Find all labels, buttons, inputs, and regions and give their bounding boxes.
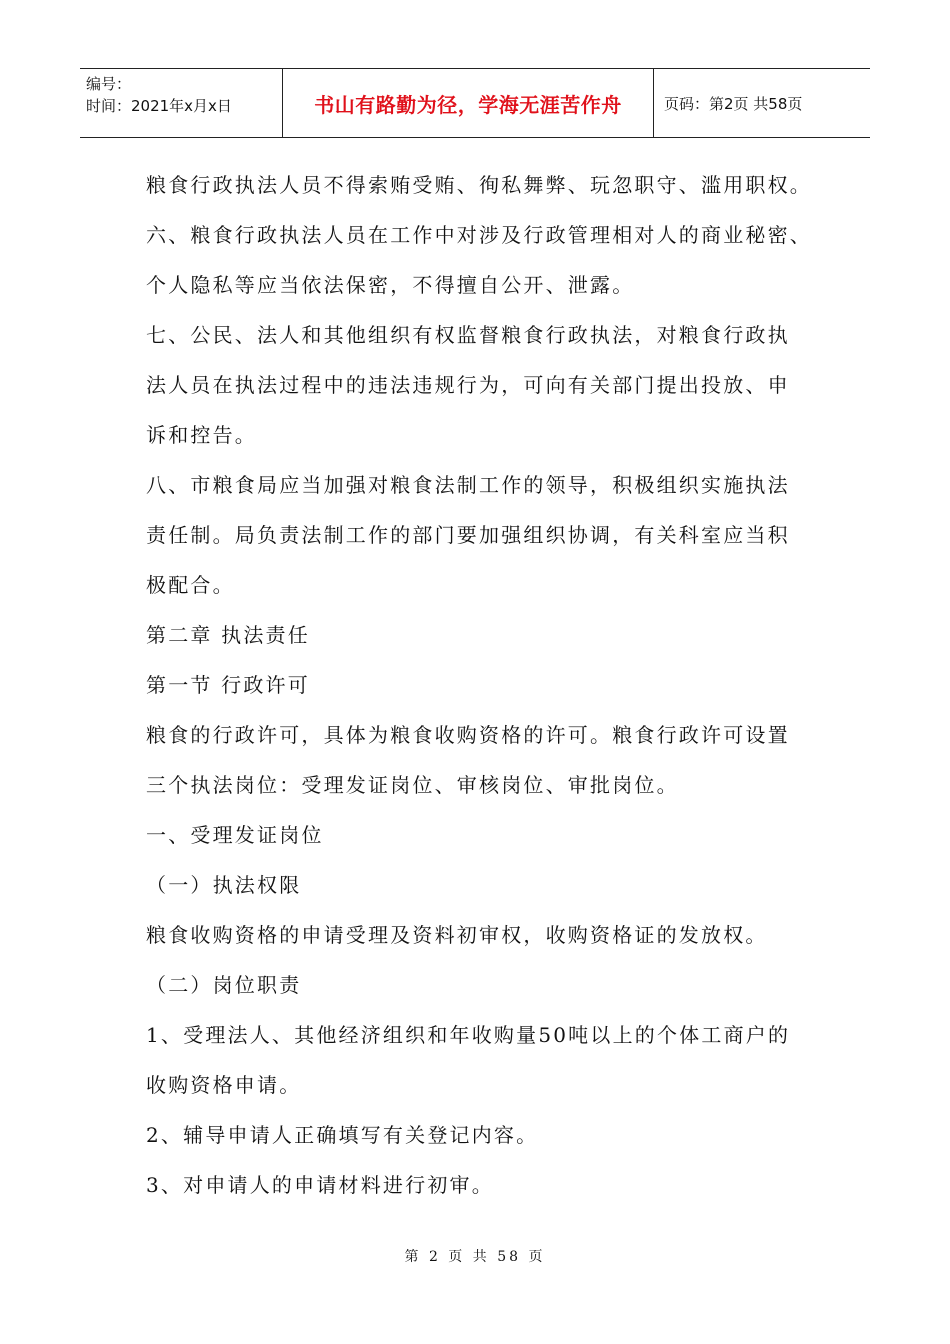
page-footer: 第 2 页 共 58 页	[404, 1249, 546, 1265]
header-page-info: 页码：第2页 共58页	[664, 94, 803, 113]
document-body	[146, 165, 826, 1215]
header-meta	[80, 69, 282, 137]
body-line: 第一节 行政许可	[146, 673, 310, 697]
body-line: 一、受理发证岗位	[146, 823, 324, 847]
document-code-label: 编号：	[86, 75, 132, 93]
body-line: 3、对申请人的申请材料进行初审。	[146, 1173, 494, 1197]
body-line: 法人员在执法过程中的违法违规行为，可向有关部门提出投放、申	[146, 373, 790, 397]
document-date: 时间：2021年x月x日	[86, 97, 232, 115]
body-line: （一）执法权限	[146, 873, 302, 897]
body-line: （二）岗位职责	[146, 973, 302, 997]
body-line: 七、公民、法人和其他组织有权监督粮食行政执法，对粮食行政执	[146, 323, 790, 347]
body-line: 诉和控告。	[146, 423, 257, 447]
page-header	[80, 68, 870, 138]
body-line: 收购资格申请。	[146, 1073, 302, 1097]
body-line: 责任制。局负责法制工作的部门要加强组织协调，有关科室应当积	[146, 523, 790, 547]
body-line: 三个执法岗位：受理发证岗位、审核岗位、审批岗位。	[146, 773, 679, 797]
body-line: 极配合。	[146, 573, 235, 597]
body-line: 1、受理法人、其他经济组织和年收购量50吨以上的个体工商户的	[146, 1023, 791, 1047]
body-line: 八、市粮食局应当加强对粮食法制工作的领导，积极组织实施执法	[146, 473, 790, 497]
header-motto: 书山有路勤为径，学海无涯苦作舟	[282, 69, 654, 137]
body-line: 粮食行政执法人员不得索贿受贿、徇私舞弊、玩忽职守、滥用职权。	[146, 173, 812, 197]
body-line: 个人隐私等应当依法保密，不得擅自公开、泄露。	[146, 273, 635, 297]
body-line: 六、粮食行政执法人员在工作中对涉及行政管理相对人的商业秘密、	[146, 223, 812, 247]
body-line: 粮食的行政许可，具体为粮食收购资格的许可。粮食行政许可设置	[146, 723, 790, 747]
body-line: 粮食收购资格的申请受理及资料初审权，收购资格证的发放权。	[146, 923, 768, 947]
body-line: 第二章 执法责任	[146, 623, 310, 647]
body-line: 2、辅导申请人正确填写有关登记内容。	[146, 1123, 539, 1147]
